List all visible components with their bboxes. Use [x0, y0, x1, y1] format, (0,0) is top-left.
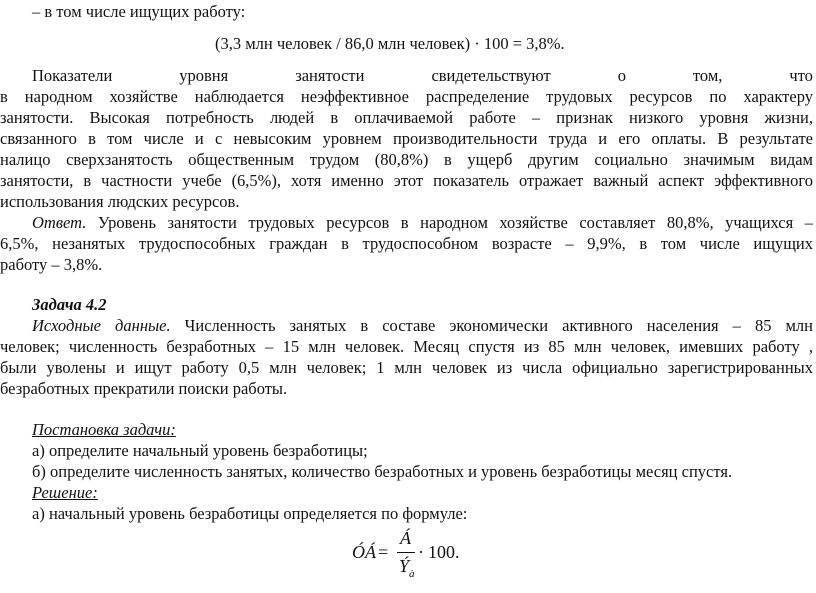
formula-denominator-main: Ý	[399, 556, 410, 576]
paragraph-word: что	[789, 66, 813, 85]
paragraph-word: свидетельствуют	[431, 66, 551, 85]
input-data-line: были уволены и ищут работу 0,5 млн человек; 1 млн человек из числа официально зарегистрированных	[0, 358, 813, 377]
answer-text: Уровень занятости трудовых ресурсов в народном хозяйстве составляет 80,8%, учащихся –	[86, 213, 813, 232]
unemployment-rate-formula	[352, 528, 512, 588]
solution-heading: Решение:	[32, 483, 98, 502]
input-data-text: Численность занятых в составе экономически активного населения – 85 млн	[170, 316, 813, 335]
answer-last-line: работу – 3,8%.	[0, 255, 103, 274]
input-data-last-line: безработных прекратили поиски работы.	[0, 379, 288, 398]
solution-item-a: а) начальный уровень безработицы определяется по формуле:	[32, 504, 468, 523]
input-data-line	[32, 315, 813, 336]
bullet-line-job-seekers: – в том числе ищущих работу:	[32, 2, 246, 21]
answer-line: 6,5%, незанятых трудоспособных граждан в трудоспособном возрасте – 9,9%, в том числе ищущих	[0, 234, 813, 253]
paragraph-word: занятости	[295, 66, 365, 85]
paragraph-word: том,	[692, 66, 723, 85]
paragraph-line: связанного в том числе и с невысоким уровнем производительности труда и его оплаты. В результате	[0, 129, 813, 148]
task-heading: Задача 4.2	[32, 295, 107, 314]
calculation-line: (3,3 млн человек / 86,0 млн человек) · 100 = 3,8%.	[215, 34, 565, 53]
fraction-bar	[397, 552, 415, 553]
formula-denominator-subscript: à	[409, 568, 415, 580]
formula-equals: =	[378, 542, 389, 562]
answer-line	[32, 212, 813, 233]
paragraph-line: занятости. Высокая потребность людей в оплачиваемой работе – признак низкого уровня жизни,	[0, 108, 813, 127]
formula-multiply: ·	[418, 542, 424, 562]
paragraph-word: Показатели	[32, 66, 113, 85]
input-data-label: Исходные данные.	[32, 316, 171, 335]
paragraph-line: налицо сверхзанятость общественным трудом (80,8%) в ущерб другим социально значимым видам	[0, 150, 813, 169]
task-item-b: б) определите численность занятых, количество безработных и уровень безработицы месяц спустя.	[32, 462, 733, 481]
paragraph-word: уровня	[179, 66, 229, 85]
formula-denominator	[399, 556, 415, 580]
formula-numerator: Á	[400, 528, 411, 548]
formula-lhs: ÓÁ	[352, 542, 376, 562]
input-data-line: человек; численность безработных – 15 млн человек. Месяц спустя из 85 млн человек, имевших работу ,	[0, 337, 813, 356]
answer-label: Ответ.	[32, 213, 87, 232]
formula-coefficient: 100.	[428, 542, 460, 562]
task-item-a: а) определите начальный уровень безработицы;	[32, 441, 368, 460]
paragraph-word: о	[617, 66, 626, 85]
paragraph-first-line	[32, 65, 813, 86]
problem-statement-heading: Постановка задачи:	[32, 420, 176, 439]
paragraph-last-line: использования людских ресурсов.	[0, 192, 240, 211]
paragraph-line: в народном хозяйстве наблюдается неэффективное распределение трудовых ресурсов по характеру	[0, 87, 813, 106]
paragraph-line: занятости, в частности учебе (6,5%), хотя именно этот показатель отражает важный аспект эффективного	[0, 171, 813, 190]
